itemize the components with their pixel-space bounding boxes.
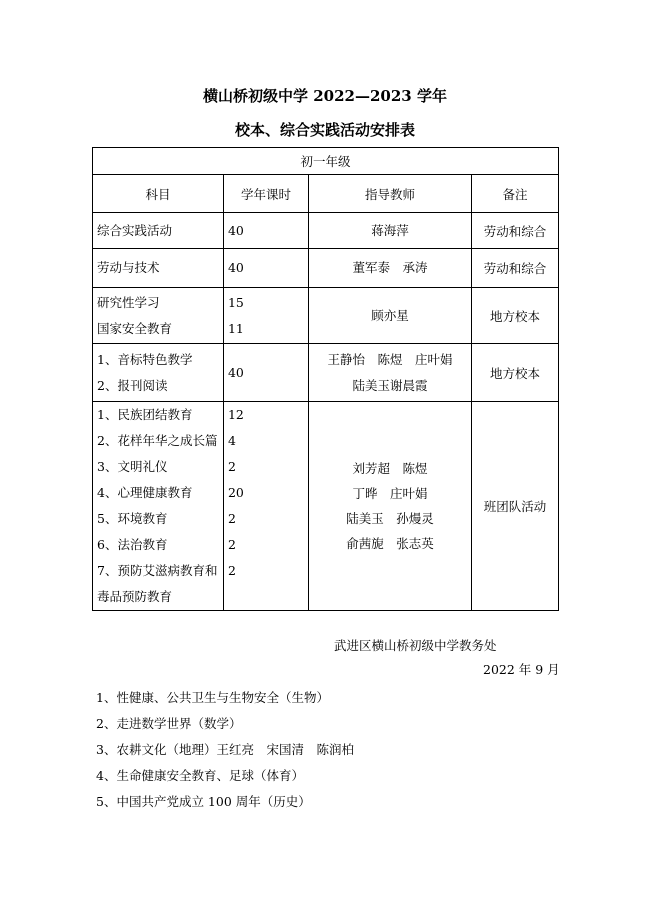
- teacher-text: 顾亦星: [371, 307, 409, 323]
- subject-text: 4、心理健康教育: [97, 485, 193, 500]
- teacher-text: 陆美玉 孙熳灵: [346, 511, 434, 526]
- document-title: 横山桥初级中学 2022—2023 学年: [203, 87, 447, 105]
- teacher-cell: [309, 213, 472, 249]
- subject-cell: [93, 344, 224, 402]
- schedule-table: [92, 147, 559, 611]
- hours-text: 40: [227, 260, 244, 275]
- subject-text: 综合实践活动: [97, 222, 173, 238]
- note-cell: 地方校本: [472, 344, 559, 402]
- subject-text: 5、环境教育: [97, 511, 168, 526]
- hours-text: 15: [227, 294, 244, 310]
- table-row: [93, 249, 559, 288]
- teacher-cell: [309, 249, 472, 288]
- header-teacher: 指导教师: [309, 175, 472, 213]
- document-subtitle: 校本、综合实践活动安排表: [234, 121, 415, 139]
- subject-text: 1、民族团结教育: [97, 407, 193, 422]
- issue-date: 2022 年 9 月: [483, 662, 560, 677]
- column-header-row: [93, 175, 559, 213]
- hours-text: 2: [227, 537, 236, 552]
- list-item: 5、中国共产党成立 100 周年（历史）: [96, 794, 311, 809]
- subject-text: 劳动与技术: [97, 260, 160, 275]
- subject-text: 研究性学习: [97, 294, 160, 310]
- teacher-text: 王静怡 陈煜 庄叶娟: [327, 351, 453, 367]
- teacher-cell: [309, 402, 472, 611]
- subject-text: 3、文明礼仪: [97, 459, 168, 474]
- teacher-text: 丁晔 庄叶娟: [352, 486, 428, 501]
- list-item: 1、性健康、公共卫生与生物安全（生物）: [96, 690, 329, 705]
- subject-text: 7、预防艾滋病教育和: [97, 563, 218, 578]
- list-item: 4、生命健康安全教育、足球（体育）: [96, 768, 304, 783]
- hours-text: 20: [227, 485, 244, 500]
- teacher-text: 俞茜旎 张志英: [346, 536, 434, 551]
- teacher-text: 蒋海萍: [371, 222, 409, 238]
- grade-header-cell: 初一年级: [93, 148, 559, 175]
- hours-cell: [223, 249, 308, 288]
- subject-text: 2、报刊阅读: [97, 377, 168, 393]
- subject-cell: [93, 213, 224, 249]
- hours-cell: [223, 213, 308, 249]
- hours-cell: [223, 402, 308, 611]
- grade-header-row: [93, 148, 559, 175]
- hours-text: 2: [227, 511, 236, 526]
- hours-text: 12: [227, 407, 244, 422]
- hours-text: 2: [227, 459, 236, 474]
- table-row: [93, 344, 559, 402]
- hours-text: 4: [227, 433, 236, 448]
- subject-text: 国家安全教育: [97, 320, 173, 336]
- note-cell: 班团队活动: [472, 402, 559, 611]
- table-row: [93, 402, 559, 611]
- header-subject: 科目: [93, 175, 224, 213]
- hours-text: 40: [227, 364, 244, 380]
- header-hours: 学年课时: [223, 175, 308, 213]
- subject-text: 毒品预防教育: [97, 589, 173, 604]
- hours-text: 40: [227, 222, 244, 238]
- table-row: [93, 213, 559, 249]
- teacher-text: 董军泰 承涛: [352, 260, 428, 275]
- note-cell: 地方校本: [472, 288, 559, 344]
- hours-text: 11: [227, 320, 244, 336]
- list-item: 2、走进数学世界（数学）: [96, 716, 242, 731]
- teacher-cell: [309, 344, 472, 402]
- hours-cell: [223, 288, 308, 344]
- subject-text: 6、法治教育: [97, 537, 168, 552]
- note-cell: 劳动和综合: [472, 249, 559, 288]
- subject-text: 2、花样年华之成长篇: [97, 433, 218, 448]
- note-cell: 劳动和综合: [472, 213, 559, 249]
- hours-cell: [223, 344, 308, 402]
- subject-cell: [93, 249, 224, 288]
- subject-cell: [93, 288, 224, 344]
- list-item: 3、农耕文化（地理）王红亮 宋国清 陈润柏: [96, 742, 354, 757]
- teacher-cell: [309, 288, 472, 344]
- table-row: [93, 288, 559, 344]
- teacher-text: 刘芳超 陈煜: [352, 461, 428, 476]
- subject-text: 1、音标特色教学: [97, 351, 193, 367]
- subject-cell: [93, 402, 224, 611]
- hours-text: 2: [227, 563, 236, 578]
- issuing-office: 武进区横山桥初级中学教务处: [334, 638, 497, 653]
- header-note: 备注: [472, 175, 559, 213]
- teacher-text: 陆美玉谢晨霞: [352, 377, 428, 393]
